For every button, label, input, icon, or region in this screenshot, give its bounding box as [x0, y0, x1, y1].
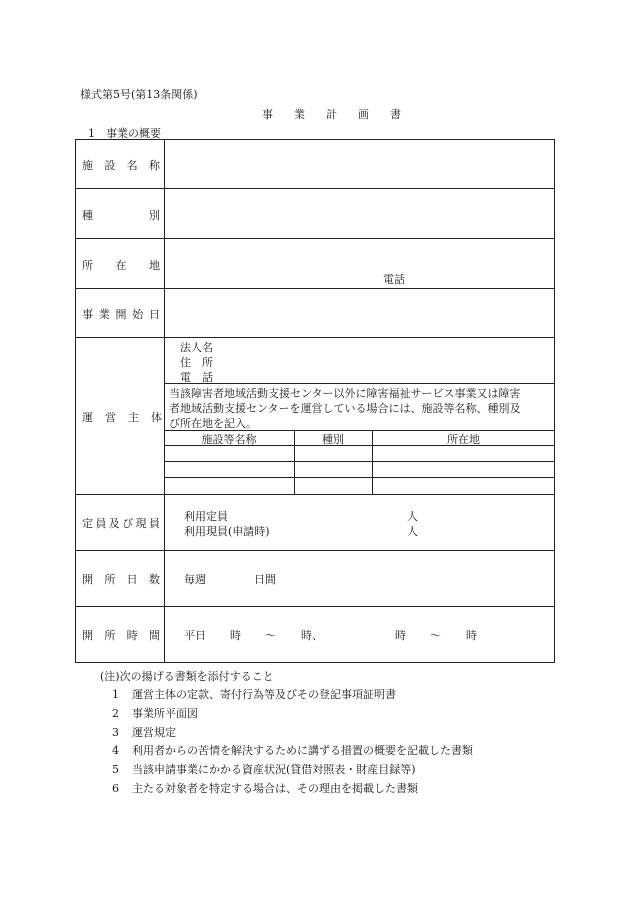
days-suffix: 日間 — [254, 573, 276, 586]
row-divider — [75, 550, 555, 551]
label-facility-name: 施設名称 — [82, 159, 160, 172]
hours-start: 時 — [230, 629, 241, 642]
location-field[interactable] — [165, 239, 554, 287]
sub-table-header-name: 施設等名称 — [201, 433, 257, 446]
operator-note-line: 者地域活動支援センターを運営している場合には、施設等名称、種別及 — [169, 402, 521, 415]
label-operator: 運営主体 — [82, 411, 162, 424]
notes-title: (注)次の揚げる書類を添付すること — [100, 670, 274, 683]
hours-weekday: 平日 — [184, 629, 206, 642]
note-item — [112, 724, 176, 740]
note-item — [112, 686, 396, 702]
label-type: 種別 — [82, 209, 160, 222]
label-hours-open: 開所時間 — [82, 629, 160, 642]
note-text: 運営規定 — [132, 726, 176, 739]
section-heading: 1 事業の概要 — [88, 127, 161, 140]
hours-end: 時、 — [301, 629, 323, 642]
note-number: 6 — [112, 782, 119, 795]
sub-table-header-type: 種別 — [322, 433, 344, 446]
note-text: 事業所平面図 — [132, 707, 198, 720]
form-number: 様式第5号(第13条関係) — [80, 88, 198, 101]
label-days-open: 開所日数 — [82, 573, 160, 586]
note-item — [112, 780, 418, 796]
note-text: 主たる対象者を特定する場合は、その理由を掲載した書類 — [132, 782, 418, 795]
capacity-unit: 人 — [407, 510, 418, 523]
title-char: 計 — [326, 108, 337, 121]
operator-phone-label: 電 話 — [180, 371, 213, 384]
operator-note-line: 当該障害者地域活動支援センター以外に障害福祉サービス事業又は障害 — [169, 387, 521, 400]
hours-start-2: 時 — [395, 629, 406, 642]
note-text: 利用者からの苦情を解決するために講ずる措置の概要を記載した書類 — [132, 744, 473, 757]
label-start-date: 事業開始日 — [82, 308, 160, 321]
row-divider — [75, 606, 555, 607]
hours-tilde-2: 〜 — [430, 629, 441, 642]
facility-name-field[interactable] — [165, 140, 554, 187]
sub-table-row-line — [164, 461, 555, 462]
note-number: 3 — [112, 726, 119, 739]
corp-name-label: 法人名 — [180, 341, 213, 354]
row-divider — [75, 494, 555, 495]
sub-table-header-location: 所在地 — [447, 433, 480, 446]
start-date-field[interactable] — [165, 289, 554, 336]
days-prefix: 毎週 — [184, 573, 206, 586]
phone-label: 電話 — [383, 273, 405, 286]
document-title — [262, 106, 422, 122]
sub-table-row-line — [164, 477, 555, 478]
title-char: 事 — [262, 108, 273, 121]
label-capacity: 定員及び現員 — [82, 517, 160, 530]
note-number: 1 — [112, 688, 119, 701]
note-item — [112, 705, 198, 721]
operator-divider — [164, 383, 555, 384]
capacity-label: 利用定員 — [184, 510, 228, 523]
operator-note-line: び所在地を記入。 — [169, 417, 257, 430]
current-label: 利用現員(申請時) — [184, 525, 270, 538]
type-field[interactable] — [165, 189, 554, 237]
note-number: 2 — [112, 707, 119, 720]
row-divider — [75, 337, 555, 338]
note-text: 運営主体の定款、寄付行為等及びその登記事項証明書 — [132, 688, 396, 701]
title-char: 画 — [358, 108, 369, 121]
current-unit: 人 — [407, 525, 418, 538]
label-location: 所在地 — [82, 259, 160, 272]
note-item — [112, 761, 416, 777]
address-label: 住 所 — [180, 356, 213, 369]
note-text: 当該申請事業にかかる資産状況(貸借対照表・財産目録等) — [132, 763, 416, 776]
title-char: 書 — [390, 108, 401, 121]
title-char: 業 — [294, 108, 305, 121]
note-item — [112, 742, 473, 758]
hours-end-2: 時 — [466, 629, 477, 642]
note-number: 4 — [112, 744, 119, 757]
note-number: 5 — [112, 763, 119, 776]
hours-tilde: 〜 — [265, 629, 276, 642]
